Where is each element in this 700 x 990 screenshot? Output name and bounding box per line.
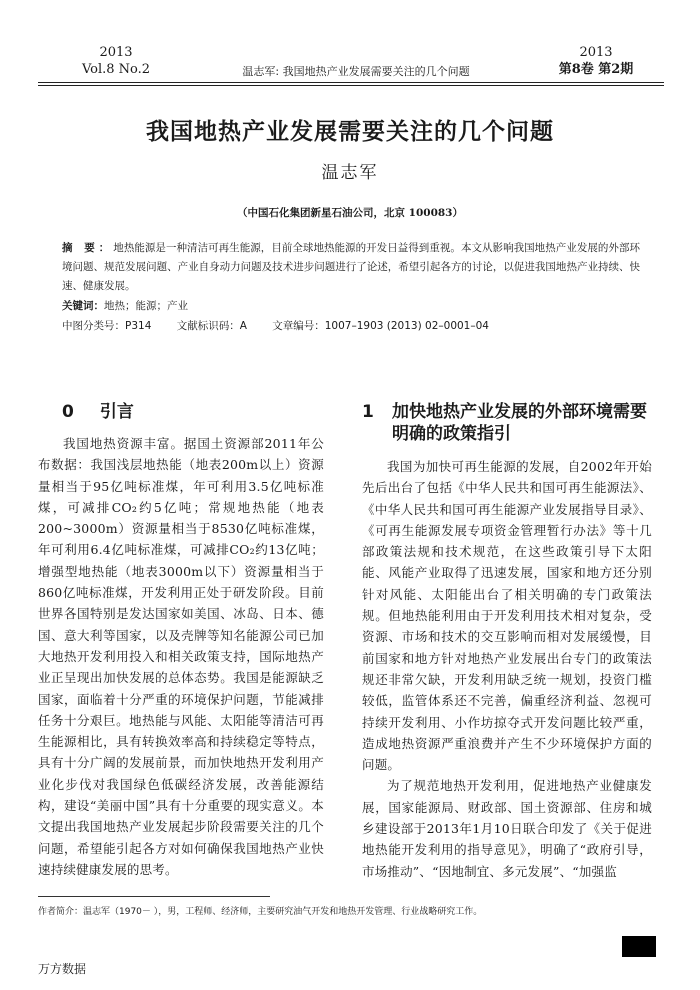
article-number: 文章编号：1007–1903 (2013) 02–0001–04	[272, 320, 489, 332]
abstract	[62, 239, 640, 296]
article-author: 温志军	[321, 163, 379, 183]
section-1-number: 1	[362, 402, 374, 422]
section-1-title: 加快地热产业发展的外部环境需要明确的政策指引	[392, 402, 647, 444]
classification-line	[62, 318, 662, 333]
section-0-paragraph: 我国地热资源丰富。据国土资源部2011年公布数据：我国浅层地热能（地表200m以上）资源量相当于95亿吨标准煤，年可利用3.5亿吨标准煤，可减排CO₂约5亿吨；常规地热能（地表200~3000m）资源量相当于8530亿吨标准煤，年可利用6.4亿吨标准煤，可减排CO₂约13亿吨；增强型地热能（地表3000m以下）资源量相当于860亿吨标准煤，开发利用正处于研发阶段。目前世界各国特别是发达国家如美国、冰岛、日本、德国、意大利等国家，以及壳牌等知名能源公司已加大地热开发利用投入和相关政策支持，国际地热产业正呈现出加快发展的总体态势。我国是能源缺乏国家，面临着十分严重的环境保护问题，节能减排任务十分艰巨。地热能与风能、太阳能等清洁可再生能源相比，具有转换效率高和持续稳定等特点，具有十分广阔的发展前景，而加快地热开发利用产业化步伐对我国绿色低碳经济发展，改善能源结构，建设“美丽中国”具有十分重要的现实意义。本文提出我国地热产业发展起步阶段需要关注的几个问题，希望能引起各方对如何确保我国地热产业快速持续健康发展的思考。	[38, 436, 324, 877]
right-column	[362, 456, 652, 882]
header-left-volume: Vol.8 No.2	[81, 62, 151, 77]
abstract-text: 地热能源是一种清洁可再生能源，目前全球地热能源的开发日益得到重视。本文从影响我国地热产业发展的外部环境问题、规范发展问题、产业自身动力问题及技术进步问题进行了论述，希望引起各方的讨论，以促进我国地热产业持续、快速、健康发展。	[62, 242, 640, 292]
abstract-label: 摘 要：	[62, 242, 114, 254]
header-rule	[38, 82, 664, 83]
left-column	[38, 433, 324, 880]
keywords-text: 地热；能源；产业	[104, 300, 188, 312]
clc-number: 中图分类号：P314	[62, 320, 152, 332]
document-code: 文献标识码：A	[176, 320, 247, 332]
header-right-issue: 第8卷 第2期	[558, 62, 634, 77]
author-footnote: 作者简介：温志军（1970－ ），男，工程师、经济师，主要研究油气开发和地热开发管理、行业战略研究工作。	[38, 907, 483, 917]
section-1-paragraph: 为了规范地热开发利用，促进地热产业健康发展，国家能源局、财政部、国土资源部、住房和城乡建设部于2013年1月10日联合印发了《关于促进地热能开发利用的指导意见》，明确了“政府引导，市场推动”、“因地制宜、多元发展”、“加强监	[362, 778, 652, 879]
corner-marker	[622, 936, 656, 957]
section-0-heading	[62, 401, 342, 423]
running-title: 温志军: 我国地热产业发展需要关注的几个问题	[242, 65, 470, 78]
section-0-number: 0	[62, 402, 74, 422]
footnote-rule	[38, 896, 270, 897]
header-right	[536, 44, 656, 78]
header-rule-thin	[38, 85, 664, 86]
section-1-heading	[362, 401, 652, 445]
source-watermark: 万方数据	[38, 962, 87, 976]
section-1-paragraph: 我国为加快可再生能源的发展，自2002年开始先后出台了包括《中华人民共和国可再生能源法》、《中华人民共和国可再生能源产业发展指导目录》、《可再生能源发展专项资金管理暂行办法》等十几部政策法规和技术规范，在这些政策引导下太阳能、风能产业取得了迅速发展，国家和地方还分别针对风能、太阳能出台了相关明确的专门政策法规。但地热能利用由于开发利用技术相对复杂，受资源、市场和技术的交互影响而相对发展缓慢，目前国家和地方针对地热产业发展出台专门的政策法规还非常欠缺，开发利用缺乏统一规划，投资门槛较低，监管体系还不完善，偏重经济利益、忽视可持续开发利用、小作坊掠夺式开发问题比较严重，造成地热资源严重浪费并产生不少环境保护方面的问题。	[362, 459, 652, 773]
header-right-year: 2013	[579, 45, 613, 60]
article-title: 我国地热产业发展需要关注的几个问题	[146, 119, 554, 145]
header-left-year: 2013	[99, 45, 133, 60]
author-affiliation: （中国石化集团新星石油公司，北京 100083）	[237, 207, 463, 219]
keywords	[62, 298, 640, 313]
section-0-title: 引言	[99, 402, 134, 422]
keywords-label: 关键词：	[62, 300, 104, 312]
header-left	[56, 44, 176, 78]
